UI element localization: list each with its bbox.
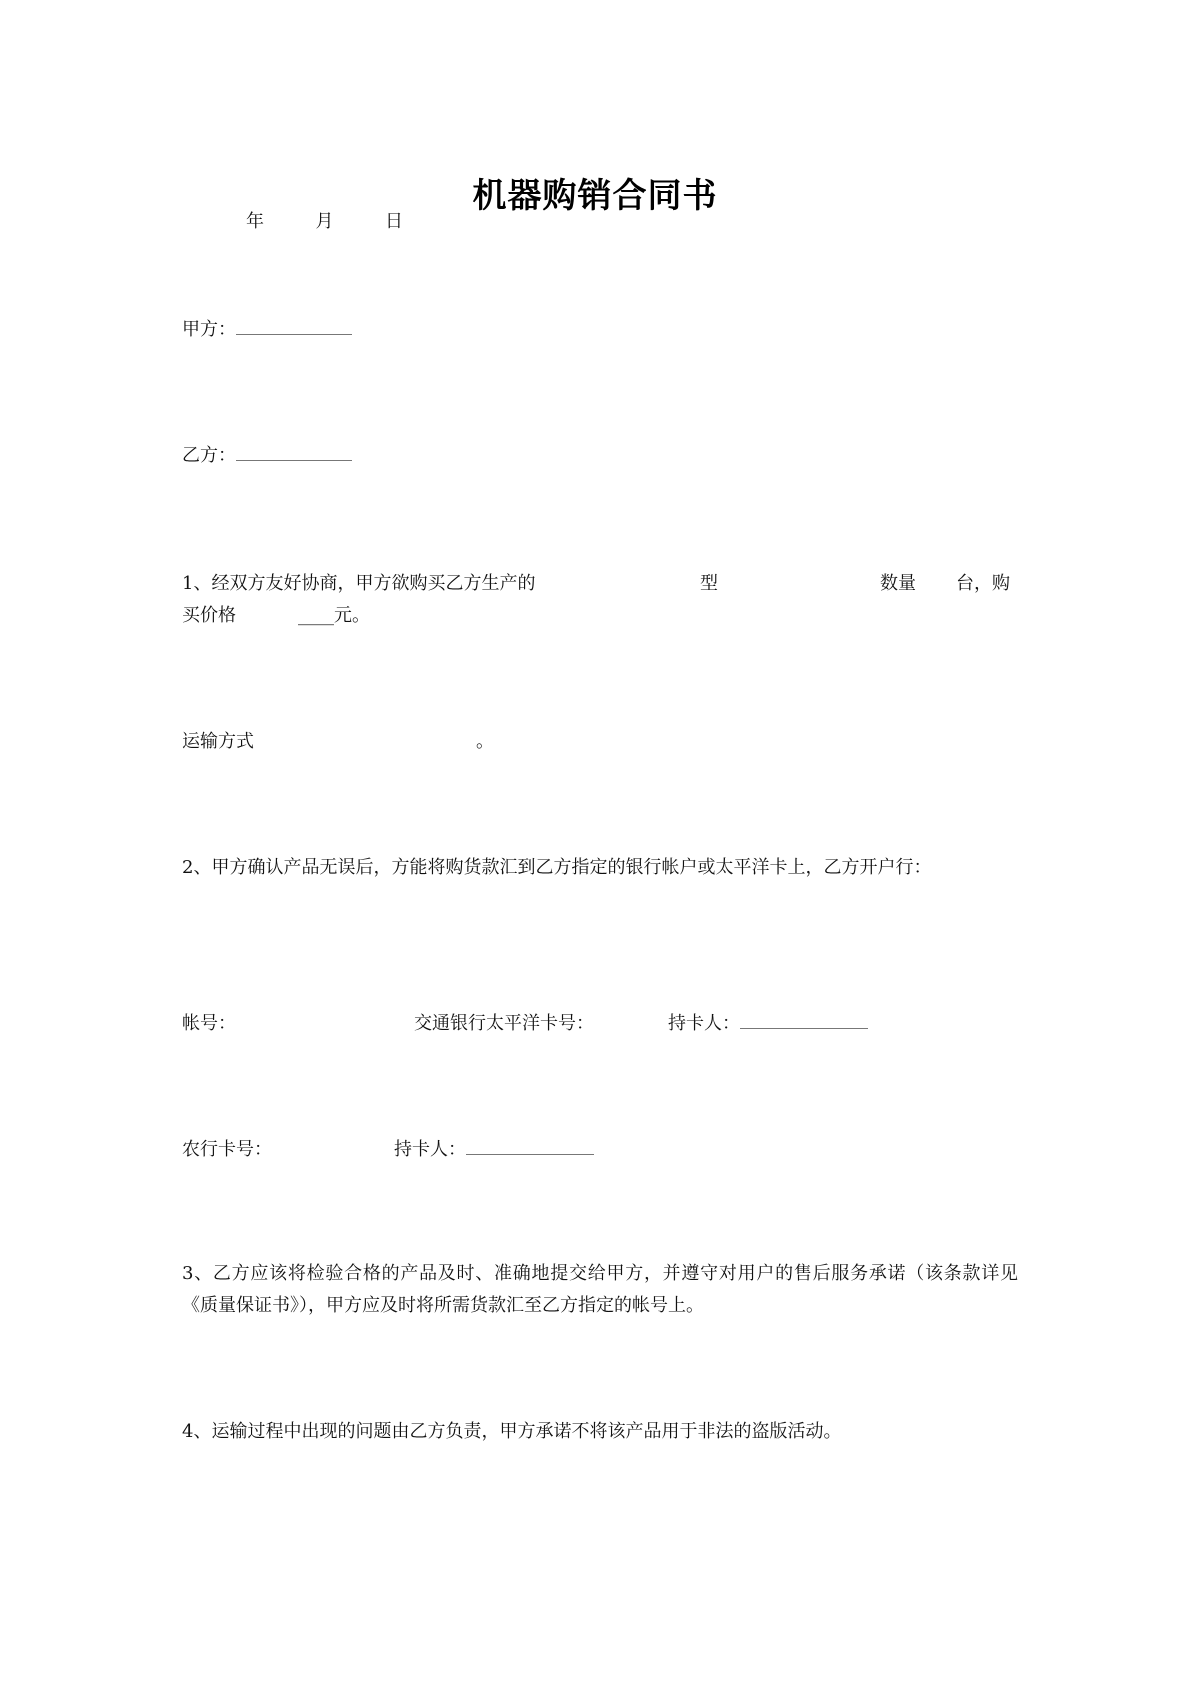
party-b-line (182, 440, 352, 472)
party-a-line (182, 314, 352, 346)
quantity-label: 数量 (880, 573, 916, 594)
bocom-holder-blank[interactable] (740, 1010, 868, 1029)
clause-1-line-2 (182, 600, 370, 632)
day-label: 日 (384, 211, 403, 232)
bocom-holder-label: 持卡人： (668, 1013, 740, 1034)
price-label: 买价格 (182, 605, 236, 626)
party-b-blank[interactable] (236, 442, 352, 461)
clause-4: 4、运输过程中出现的问题由乙方负责，甲方承诺不将该产品用于非法的盗版活动。 (182, 1421, 842, 1442)
transport-label: 运输方式 (182, 731, 254, 752)
month-label: 月 (315, 211, 334, 232)
abc-card-label: 农行卡号： (182, 1139, 272, 1160)
party-a-blank[interactable] (236, 316, 352, 335)
abc-holder (394, 1134, 594, 1166)
unit-label: 台，购 (956, 573, 1010, 594)
abc-holder-label: 持卡人： (394, 1139, 466, 1160)
party-b-label: 乙方： (182, 445, 236, 466)
account-label: 帐号： (182, 1013, 236, 1034)
transport-end: 。 (476, 731, 494, 752)
clause-3: 3、乙方应该将检验合格的产品及时、准确地提交给甲方，并遵守对用户的售后服务承诺（该条款详见《质量保证书》），甲方应及时将所需货款汇至乙方指定的帐号上。 (182, 1263, 1018, 1316)
clause-1-start: 1、经双方友好协商，甲方欲购买乙方生产的 (182, 573, 536, 594)
document-title: 机器购销合同书 (472, 176, 718, 216)
party-a-label: 甲方： (182, 319, 236, 340)
price-blank[interactable]: ____ (298, 605, 334, 626)
bocom-card-label: 交通银行太平洋卡号： (414, 1013, 594, 1034)
currency-end: 元。 (334, 605, 370, 626)
bocom-holder (668, 1008, 868, 1040)
clause-1-line-1 (182, 568, 535, 600)
year-label: 年 (246, 211, 264, 232)
date-line (246, 206, 403, 238)
abc-holder-blank[interactable] (466, 1136, 594, 1155)
clause-2: 2、甲方确认产品无误后，方能将购货款汇到乙方指定的银行帐户或太平洋卡上，乙方开户行： (182, 857, 932, 878)
model-suffix: 型 (700, 573, 718, 594)
